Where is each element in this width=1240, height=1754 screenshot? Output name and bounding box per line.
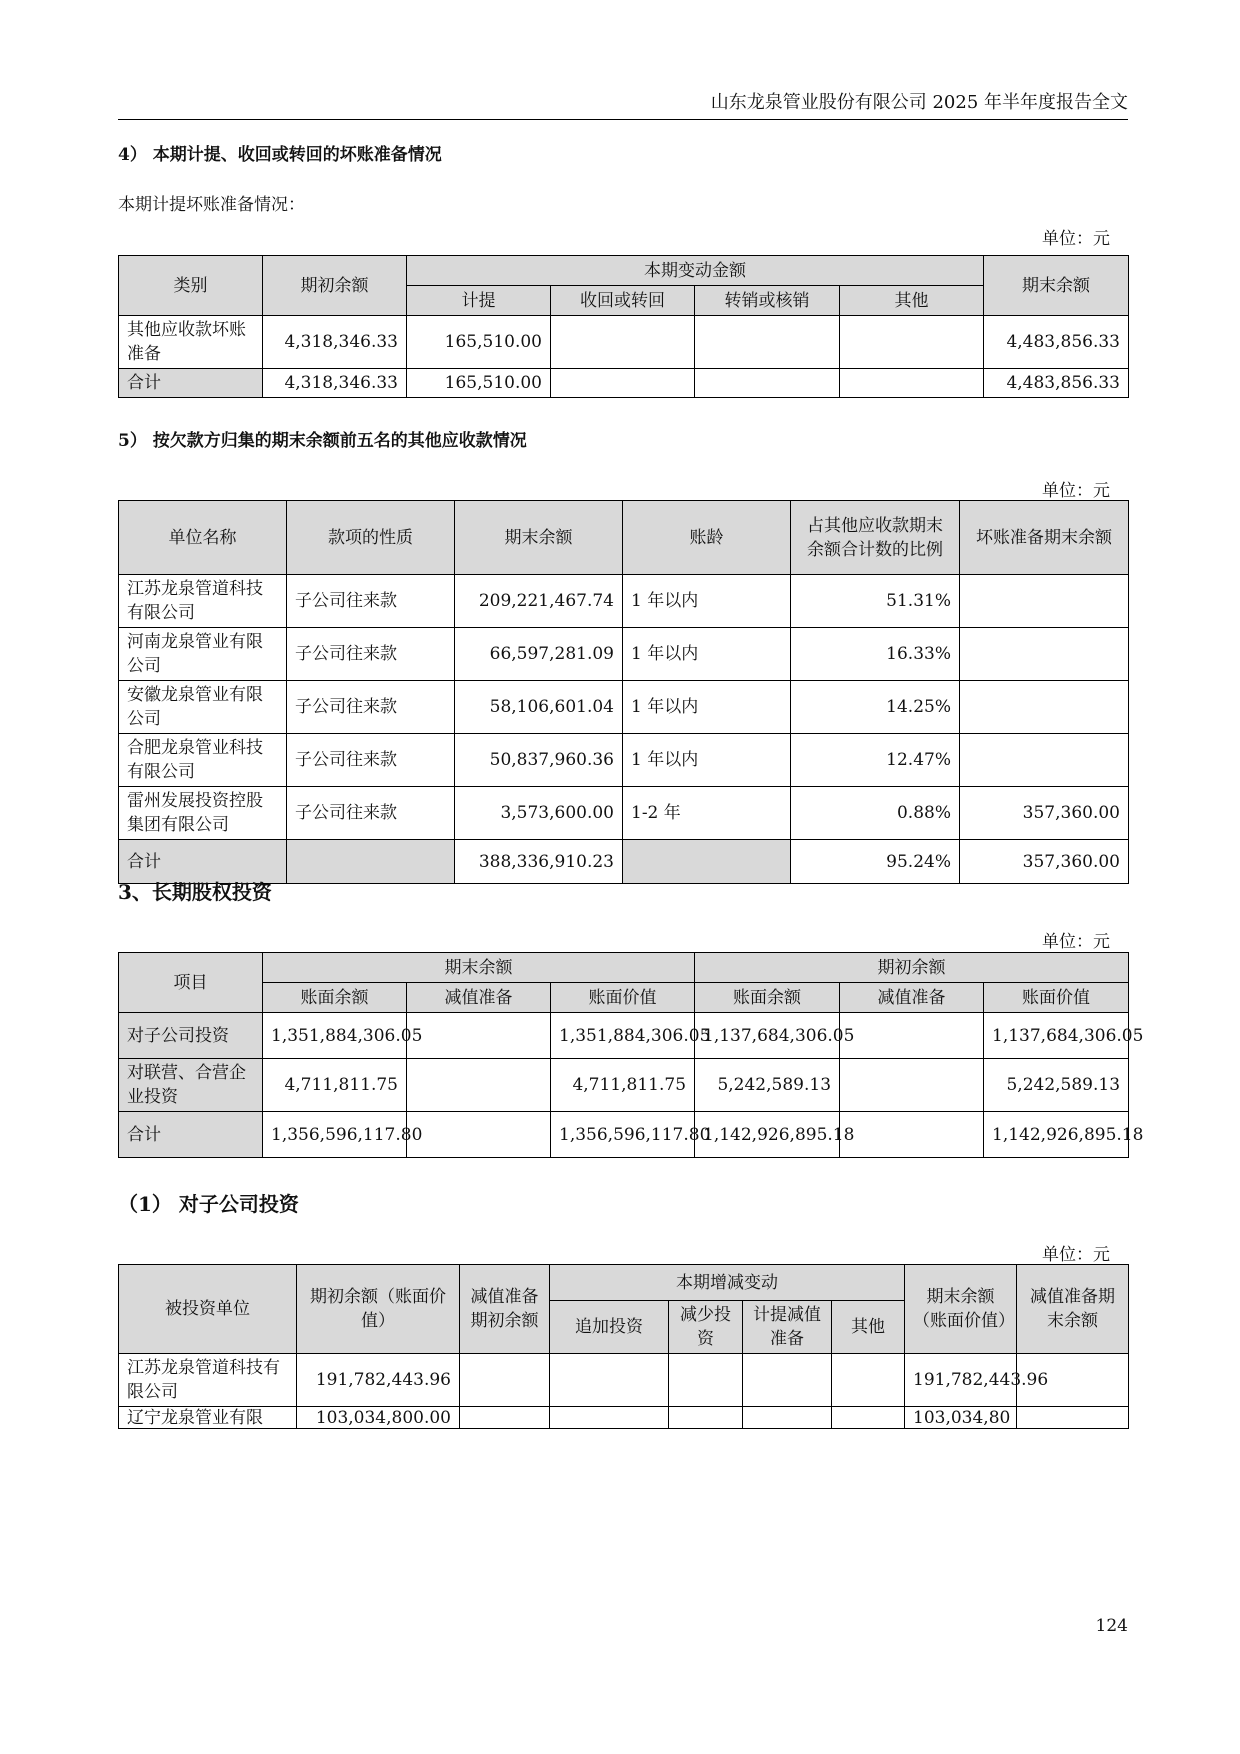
- header-reduced-investment: 减少投资: [669, 1301, 743, 1354]
- cell-closing-book: 1,356,596,117.80: [263, 1112, 407, 1158]
- section4-heading: 4） 本期计提、收回或转回的坏账准备情况: [118, 145, 442, 165]
- cell-total-writeoff: [695, 369, 840, 398]
- cell-nature: 子公司往来款: [287, 628, 455, 681]
- header-nature: 款项的性质: [287, 501, 455, 575]
- section5-heading: 5） 按欠款方归集的期末余额前五名的其他应收款情况: [118, 431, 527, 451]
- header-item: 项目: [119, 953, 263, 1013]
- cell-total-closing: 4,483,856.33: [984, 369, 1129, 398]
- cell-closing: 58,106,601.04: [455, 681, 623, 734]
- cell-total-label: 合计: [119, 840, 287, 884]
- cell-impairment-opening: [460, 1407, 550, 1429]
- cell-aging: 1-2 年: [623, 787, 791, 840]
- table-row: [119, 1354, 1129, 1407]
- header-period-change: 本期变动金额: [407, 256, 984, 286]
- header-closing-balance: 期末余额: [455, 501, 623, 575]
- table-row: [119, 1013, 1129, 1059]
- cell-closing-value: 4,711,811.75: [551, 1059, 695, 1112]
- cell-total-aging: [623, 840, 791, 884]
- cell-closing-book: 1,351,884,306.05: [263, 1013, 407, 1059]
- cell-closing-value: 103,034,80: [905, 1407, 1017, 1429]
- cell-bad-debt: [960, 575, 1129, 628]
- cell-bad-debt: 357,360.00: [960, 787, 1129, 840]
- header-accrue: 计提: [407, 286, 551, 316]
- header-closing-balance: 期末余额: [263, 953, 695, 983]
- cell-total-closing: 388,336,910.23: [455, 840, 623, 884]
- cell-opening-value: 191,782,443.96: [297, 1354, 460, 1407]
- cell-closing: 4,483,856.33: [984, 316, 1129, 369]
- cell-ratio: 0.88%: [791, 787, 960, 840]
- header-bad-debt: 坏账准备期末余额: [960, 501, 1129, 575]
- page-header-title: 山东龙泉管业股份有限公司 2025 年半年度报告全文: [710, 92, 1128, 113]
- header-book-value: 账面价值: [984, 983, 1129, 1013]
- table-row: [119, 1059, 1129, 1112]
- cell-opening-value: 103,034,800.00: [297, 1407, 460, 1429]
- cell-accrued: [743, 1354, 832, 1407]
- top5-receivables-table: [118, 500, 1129, 884]
- cell-opening-book: 5,242,589.13: [695, 1059, 840, 1112]
- section3-heading: 3、长期股权投资: [118, 880, 272, 904]
- cell-total-label: 合计: [119, 369, 263, 398]
- header-accrued-impairment: 计提减值准备: [743, 1301, 832, 1354]
- header-writeoff: 转销或核销: [695, 286, 840, 316]
- cell-closing-value: 191,782,443.96: [905, 1354, 1017, 1407]
- section5-unit: 单位：元: [1042, 481, 1110, 501]
- cell-aging: 1 年以内: [623, 681, 791, 734]
- cell-investee: 辽宁龙泉管业有限: [119, 1407, 297, 1429]
- header-closing-balance: 期末余额: [984, 256, 1129, 316]
- cell-other: [832, 1407, 905, 1429]
- header-unit-name: 单位名称: [119, 501, 287, 575]
- section3-unit: 单位：元: [1042, 932, 1110, 952]
- cell-closing-impairment: [407, 1013, 551, 1059]
- header-other: 其他: [840, 286, 984, 316]
- cell-opening-impairment: [840, 1112, 984, 1158]
- cell-accrue: 165,510.00: [407, 316, 551, 369]
- cell-opening-value: 5,242,589.13: [984, 1059, 1129, 1112]
- cell-accrued: [743, 1407, 832, 1429]
- table-total-row: [119, 1112, 1129, 1158]
- cell-name: 合肥龙泉管业科技有限公司: [119, 734, 287, 787]
- header-book-value: 账面价值: [551, 983, 695, 1013]
- bad-debt-provision-table: [118, 255, 1129, 398]
- long-term-equity-table: [118, 952, 1144, 1158]
- cell-investee: 江苏龙泉管道科技有限公司: [119, 1354, 297, 1407]
- table-row: [119, 681, 1129, 734]
- page-number: 124: [1095, 1616, 1128, 1636]
- cell-ratio: 16.33%: [791, 628, 960, 681]
- cell-nature: 子公司往来款: [287, 575, 455, 628]
- table-total-row: [119, 369, 1129, 398]
- cell-aging: 1 年以内: [623, 628, 791, 681]
- cell-opening-book: 1,137,684,306.05: [695, 1013, 840, 1059]
- cell-ratio: 12.47%: [791, 734, 960, 787]
- header-other: 其他: [832, 1301, 905, 1354]
- header-impairment: 减值准备: [840, 983, 984, 1013]
- cell-total-ratio: 95.24%: [791, 840, 960, 884]
- section4-unit: 单位：元: [1042, 229, 1110, 249]
- header-impairment-closing: 减值准备期末余额: [1017, 1265, 1129, 1354]
- cell-nature: 子公司往来款: [287, 681, 455, 734]
- cell-closing: 3,573,600.00: [455, 787, 623, 840]
- sub1-heading: （1） 对子公司投资: [118, 1192, 299, 1216]
- cell-other: [832, 1354, 905, 1407]
- cell-total-bad-debt: 357,360.00: [960, 840, 1129, 884]
- cell-recover: [551, 316, 695, 369]
- cell-bad-debt: [960, 681, 1129, 734]
- header-closing-value: 期末余额（账面价值）: [905, 1265, 1017, 1354]
- cell-closing: 209,221,467.74: [455, 575, 623, 628]
- table-row: [119, 628, 1129, 681]
- cell-reduced: [669, 1407, 743, 1429]
- cell-opening-value: 1,137,684,306.05: [984, 1013, 1129, 1059]
- header-opening-balance: 期初余额: [263, 256, 407, 316]
- cell-opening-impairment: [840, 1059, 984, 1112]
- cell-total-label: 合计: [119, 1112, 263, 1158]
- cell-closing: 50,837,960.36: [455, 734, 623, 787]
- header-additional-investment: 追加投资: [550, 1301, 669, 1354]
- header-book-balance: 账面余额: [263, 983, 407, 1013]
- cell-total-accrue: 165,510.00: [407, 369, 551, 398]
- table-row: [119, 575, 1129, 628]
- section4-intro: 本期计提坏账准备情况：: [118, 195, 305, 215]
- cell-opening-value: 1,142,926,895.18: [984, 1112, 1129, 1158]
- header-impairment: 减值准备: [407, 983, 551, 1013]
- cell-reduced: [669, 1354, 743, 1407]
- cell-item: 对联营、合营企业投资: [119, 1059, 263, 1112]
- table-row: [119, 1407, 1129, 1429]
- cell-writeoff: [695, 316, 840, 369]
- cell-item: 对子公司投资: [119, 1013, 263, 1059]
- table-row: [119, 734, 1129, 787]
- cell-impairment-opening: [460, 1354, 550, 1407]
- cell-total-other: [840, 369, 984, 398]
- table-row: [119, 787, 1129, 840]
- cell-closing-value: 1,356,596,117.80: [551, 1112, 695, 1158]
- cell-name: 江苏龙泉管道科技有限公司: [119, 575, 287, 628]
- cell-aging: 1 年以内: [623, 575, 791, 628]
- cell-category: 其他应收款坏账准备: [119, 316, 263, 369]
- cell-nature: 子公司往来款: [287, 787, 455, 840]
- header-ratio: 占其他应收款期末余额合计数的比例: [791, 501, 960, 575]
- cell-total-recover: [551, 369, 695, 398]
- header-recover: 收回或转回: [551, 286, 695, 316]
- cell-name: 雷州发展投资控股集团有限公司: [119, 787, 287, 840]
- cell-opening-impairment: [840, 1013, 984, 1059]
- header-impairment-opening: 减值准备期初余额: [460, 1265, 550, 1354]
- cell-ratio: 14.25%: [791, 681, 960, 734]
- header-opening-value: 期初余额（账面价值）: [297, 1265, 460, 1354]
- header-rule: [118, 119, 1128, 120]
- cell-closing-book: 4,711,811.75: [263, 1059, 407, 1112]
- header-book-balance: 账面余额: [695, 983, 840, 1013]
- cell-closing-impairment: [407, 1112, 551, 1158]
- cell-total-opening: 4,318,346.33: [263, 369, 407, 398]
- header-aging: 账龄: [623, 501, 791, 575]
- header-period-change: 本期增减变动: [550, 1265, 905, 1301]
- cell-additional: [550, 1354, 669, 1407]
- header-category: 类别: [119, 256, 263, 316]
- table-row: [119, 316, 1129, 369]
- header-investee: 被投资单位: [119, 1265, 297, 1354]
- cell-name: 河南龙泉管业有限公司: [119, 628, 287, 681]
- cell-bad-debt: [960, 734, 1129, 787]
- cell-closing-value: 1,351,884,306.05: [551, 1013, 695, 1059]
- cell-closing-impairment: [407, 1059, 551, 1112]
- cell-name: 安徽龙泉管业有限公司: [119, 681, 287, 734]
- cell-closing: 66,597,281.09: [455, 628, 623, 681]
- cell-ratio: 51.31%: [791, 575, 960, 628]
- cell-aging: 1 年以内: [623, 734, 791, 787]
- cell-bad-debt: [960, 628, 1129, 681]
- cell-opening-book: 1,142,926,895.18: [695, 1112, 840, 1158]
- cell-additional: [550, 1407, 669, 1429]
- cell-impairment-closing: [1017, 1407, 1129, 1429]
- cell-nature: 子公司往来款: [287, 734, 455, 787]
- cell-opening: 4,318,346.33: [263, 316, 407, 369]
- cell-total-nature: [287, 840, 455, 884]
- subsidiary-investment-table: [118, 1264, 1129, 1429]
- header-opening-balance: 期初余额: [695, 953, 1129, 983]
- sub1-unit: 单位：元: [1042, 1245, 1110, 1265]
- cell-other: [840, 316, 984, 369]
